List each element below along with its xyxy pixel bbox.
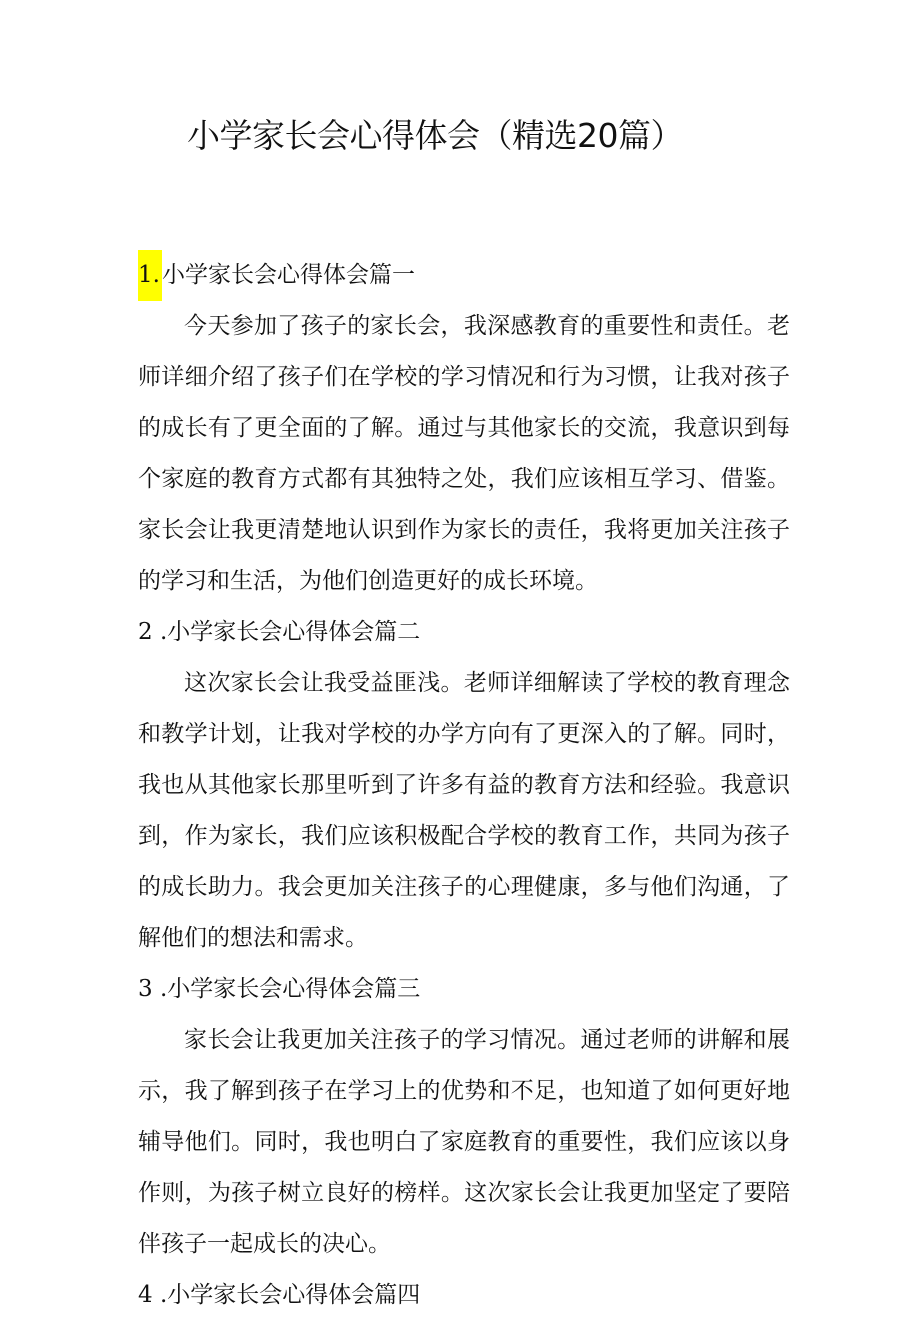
section-number-highlighted: 1. <box>138 250 162 301</box>
document-body <box>138 250 790 1321</box>
section-heading-3 <box>138 964 790 1015</box>
section-paragraph-2: 这次家长会让我受益匪浅。老师详细解读了学校的教育理念和教学计划，让我对学校的办学方向有了更深入的了解。同时，我也从其他家长那里听到了许多有益的教育方法和经验。我意识到，作为家长，我们应该积极配合学校的教育工作，共同为孩子的成长助力。我会更加关注孩子的心理健康，多与他们沟通，了解他们的想法和需求。 <box>138 670 790 951</box>
section-paragraph-3: 家长会让我更加关注孩子的学习情况。通过老师的讲解和展示，我了解到孩子在学习上的优势和不足，也知道了如何更好地辅导他们。同时，我也明白了家庭教育的重要性，我们应该以身作则，为孩子树立良好的榜样。这次家长会让我更加坚定了要陪伴孩子一起成长的决心。 <box>138 1027 790 1257</box>
section-heading-text: 小学家长会心得体会篇二 <box>167 619 421 645</box>
section-heading-2 <box>138 607 790 658</box>
section-heading-text: 小学家长会心得体会篇四 <box>167 1282 421 1308</box>
section-heading-1 <box>138 250 790 301</box>
section-heading-text: 小学家长会心得体会篇一 <box>161 262 415 288</box>
section-number: 3 . <box>138 976 168 1002</box>
section-number: 4 . <box>138 1282 168 1308</box>
section-heading-4 <box>138 1270 790 1321</box>
section-paragraph-1: 今天参加了孩子的家长会，我深感教育的重要性和责任。老师详细介绍了孩子们在学校的学习情况和行为习惯，让我对孩子的成长有了更全面的了解。通过与其他家长的交流，我意识到每个家庭的教育方式都有其独特之处，我们应该相互学习、借鉴。家长会让我更清楚地认识到作为家长的责任，我将更加关注孩子的学习和生活，为他们创造更好的成长环境。 <box>138 313 790 594</box>
document-title: 小学家长会心得体会（精选20篇） <box>187 116 683 155</box>
section-number: 2 . <box>138 619 168 645</box>
section-heading-text: 小学家长会心得体会篇三 <box>167 976 421 1002</box>
